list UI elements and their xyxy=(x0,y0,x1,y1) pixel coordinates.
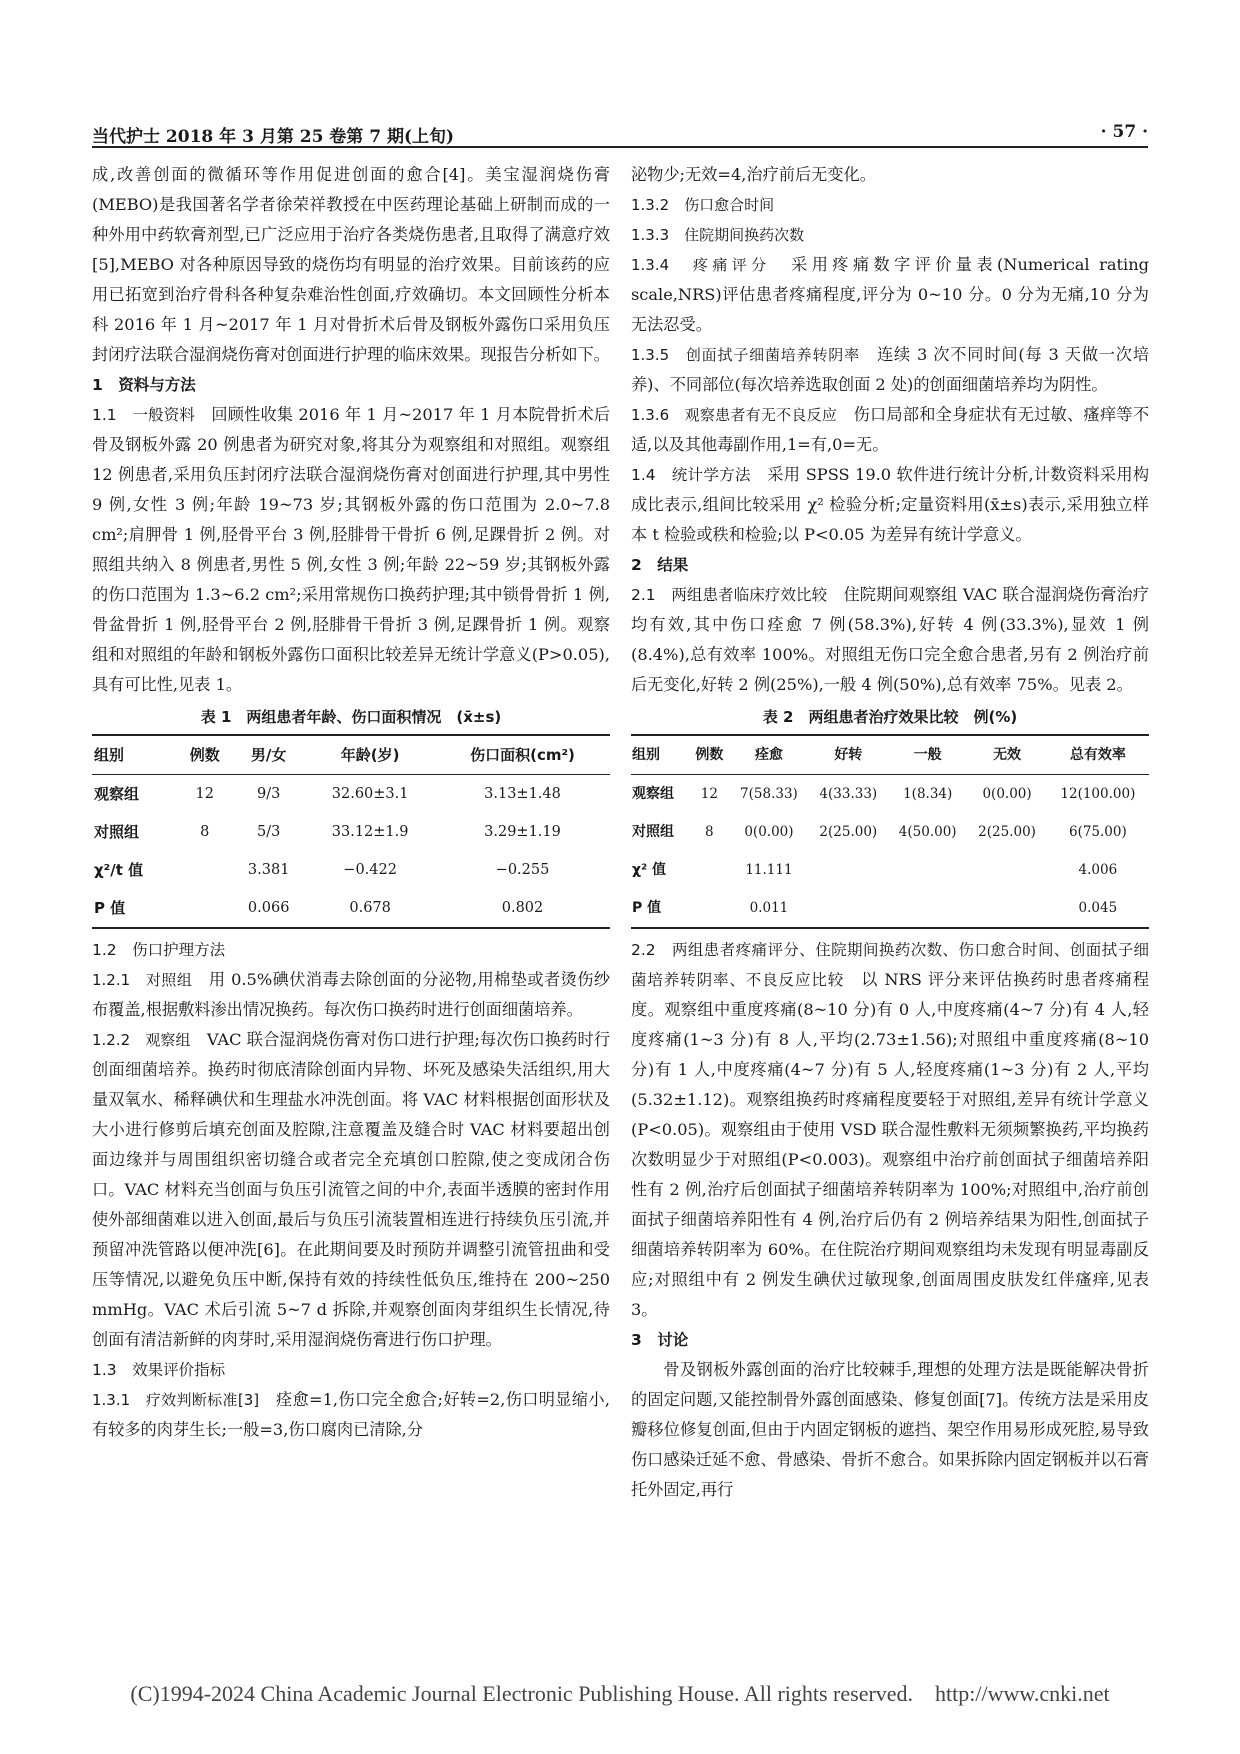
table-cell: χ²/t 值 xyxy=(94,861,144,879)
paragraph-1-2-1 xyxy=(92,965,610,1025)
paragraph-1-4 xyxy=(631,460,1149,550)
table-cell: 2(25.00) xyxy=(978,824,1036,840)
table-cell: 4.006 xyxy=(1078,862,1118,878)
table-cell: 33.12±1.9 xyxy=(331,824,409,840)
table-cell: 对照组 xyxy=(632,824,674,840)
table-cell: 12 xyxy=(700,786,718,802)
table2-caption: 表 2 两组患者治疗效果比较 例(%) xyxy=(762,708,1018,726)
table-row xyxy=(92,813,610,851)
table-cell: 32.60±3.1 xyxy=(331,786,409,802)
text-1-2-2: VAC 联合湿润烧伤膏对伤口进行护理;每次伤口换药时行创面细菌培养。换药时彻底清除创面内异物、坏死及感染失活组织,用大量双氧水、稀释碘伏和生理盐水冲洗创面。将 VAC 材料根据创面形状及大小进行修剪后填充创面及腔隙,注意覆盖及缝合时 VAC 材料要超出创面边缘并与周围组织密切缝合或者完全充填创口腔隙,使之变成闭合伤口。VAC 材料充当创面与负压引流管之间的中介,表面半透膜的密封作用使外部细菌难以进入创面,最后与负压引流装置相连进行持续负压引流,并预留冲洗管路以便冲洗[6]。在此期间要及时预防并调整引流管扭曲和受压等情况,以避免负压中断,保持有效的持续性低负压,维持在 200~250 mmHg。VAC 术后引流 5~7 d 拆除,并观察创面肉芽组织生长情况,待创面有清洁新鲜的肉芽时,采用湿润烧伤膏进行伤口护理。 xyxy=(92,1030,611,1349)
heading-1-2: 1.2 伤口护理方法 xyxy=(92,941,226,959)
continuation-paragraph: 泌物少;无效=4,治疗前后无变化。 xyxy=(631,165,876,184)
heading-1-1: 1.1 一般资料 xyxy=(92,406,196,424)
table-header-cell: 总有效率 xyxy=(1069,747,1126,763)
table-row xyxy=(631,813,1149,851)
text-1-3-6: 伤口局部和全身症状有无过敏、瘙痒等不适,以及其他毒副作用,1=有,0=无。 xyxy=(631,405,1150,454)
table-cell: 0(0.00) xyxy=(744,824,794,840)
table-cell: 0.066 xyxy=(247,900,290,916)
table-cell xyxy=(888,851,967,889)
paragraph-2-1 xyxy=(631,580,1149,700)
table-row xyxy=(92,851,610,889)
text-1-4: 采用 SPSS 19.0 软件进行统计分析,计数资料采用构成比表示,组间比较采用 χ² 检验分析;定量资料用(x̄±s)表示,采用独立样本 t 检验或秩和检验;以 P<0.05 为差异有统计学意义。 xyxy=(631,465,1150,544)
heading-1-3: 1.3 效果评价指标 xyxy=(92,1361,226,1379)
table-header-cell: 无效 xyxy=(993,747,1022,763)
table-row xyxy=(92,889,610,928)
section-heading-3: 3 讨论 xyxy=(631,1331,689,1349)
table-cell: −0.422 xyxy=(343,862,397,878)
table1-caption: 表 1 两组患者年龄、伤口面积情况 (x̄±s) xyxy=(200,708,502,726)
table-cell: 2(25.00) xyxy=(819,824,878,840)
table-header-cell: 伤口面积(cm²) xyxy=(470,746,575,764)
table-cell: 0.045 xyxy=(1078,900,1118,916)
table-header-cell: 痊愈 xyxy=(754,747,783,763)
table-cell xyxy=(689,889,729,928)
page-header xyxy=(92,118,1148,148)
section-heading-1: 1 资料与方法 xyxy=(92,376,196,394)
table-cell: 对照组 xyxy=(94,823,140,841)
table-header-cell: 男/女 xyxy=(250,746,287,764)
paragraph-3: 骨及钢板外露创面的治疗比较棘手,理想的处理方法是既能解决骨折的固定问题,又能控制骨外露创面感染、修复创面[7]。传统方法是采用皮瓣移位修复创面,但由于内固定钢板的遮挡、架空作用易形成死腔,易导致伤口感染迁延不愈、骨感染、骨折不愈合。如果拆除内固定钢板并以石膏托外固定,再行 xyxy=(631,1360,1149,1499)
table-cell: 8 xyxy=(200,824,210,840)
table-cell: 3.381 xyxy=(247,862,290,878)
table-cell: 3.13±1.48 xyxy=(484,786,561,802)
table-header-cell: 好转 xyxy=(834,747,863,763)
table-cell: 12(100.00) xyxy=(1060,786,1136,802)
table-cell: 11.111 xyxy=(745,862,793,878)
table-row xyxy=(92,775,610,814)
text-1-3-1: 痊愈=1,伤口完全愈合;好转=2,伤口明显缩小,有较多的肉芽生长;一般=3,伤口腐肉已清除,分 xyxy=(92,1390,610,1439)
table-cell: 4(33.33) xyxy=(819,786,878,802)
table-header-cell: 组别 xyxy=(632,747,660,763)
heading-1-3-1: 1.3.1 疗效判断标准[3] xyxy=(92,1391,260,1409)
text-1-1: 回顾性收集 2016 年 1 月~2017 年 1 月本院骨折术后骨及钢板外露 20 例患者为研究对象,将其分为观察组和对照组。观察组 12 例患者,采用负压封闭疗法联合湿润烧伤膏对创面进行护理,其中男性 9 例,女性 3 例;年龄 19~73 岁;其钢板外露的伤口范围为 2.0~7.8 cm²;肩胛骨 1 例,胫骨平台 3 例,胫腓骨干骨折 6 例,足踝骨折 2 例。对照组共纳入 8 例患者,男性 5 例,女性 3 例;年龄 22~59 岁;其钢板外露的伤口范围为 1.3~6.2 cm²;采用常规伤口换药护理;其中锁骨骨折 1 例,骨盆骨折 1 例,胫骨平台 2 例,胫腓骨干骨折 3 例,足踝骨折 1 例。观察组和对照组的年龄和钢板外露伤口面积比较差异无统计学意义(P>0.05),具有可比性,见表 1。 xyxy=(92,405,611,694)
table-header-cell: 例数 xyxy=(695,747,724,763)
paragraph-1-3-5 xyxy=(631,340,1149,400)
header-rule xyxy=(92,146,1148,148)
table-cell xyxy=(888,889,967,928)
heading-1-3-3: 1.3.3 住院期间换药次数 xyxy=(631,226,805,244)
table-cell: P 值 xyxy=(632,900,662,916)
page-number: · 57 · xyxy=(1100,122,1148,142)
section-heading-2: 2 结果 xyxy=(631,556,689,574)
table-cell xyxy=(809,889,888,928)
table-cell: 观察组 xyxy=(94,785,140,803)
table-cell: χ² 值 xyxy=(632,862,667,878)
table-cell: 0.678 xyxy=(349,900,391,916)
table-header-cell: 一般 xyxy=(913,747,942,763)
table-header-row xyxy=(92,735,610,775)
text-1-3-5: 连续 3 次不同时间(每 3 天做一次培养)、不同部位(每次培养选取创面 2 处)的创面细菌培养均为阴性。 xyxy=(631,345,1150,394)
heading-2-2: 2.2 两组患者疼痛评分、住院期间换药次数、伤口愈合时间、创面拭子细菌培养转阴率、不良反应比较 xyxy=(631,941,1149,989)
text-1-2-1: 用 0.5%碘伏消毒去除创面的分泌物,用棉垫或者烫伤纱布覆盖,根据敷料渗出情况换药。每次伤口换药时进行创面细菌培养。 xyxy=(92,970,611,1019)
intro-paragraph: 成,改善创面的微循环等作用促进创面的愈合[4]。美宝湿润烧伤膏(MEBO)是我国著名学者徐荣祥教授在中医药理论基础上研制而成的一种外用中药软膏剂型,已广泛应用于治疗各类烧伤患者,且取得了满意疗效[5],MEBO 对各种原因导致的烧伤均有明显的治疗效果。目前该药的应用已拓宽到治疗骨科各种复杂难治性创面,疗效确切。本文回顾性分析本科 2016 年 1 月~2017 年 1 月对骨折术后骨及钢板外露伤口采用负压封闭疗法联合湿润烧伤膏对创面进行护理的临床效果。现报告分析如下。 xyxy=(92,165,610,364)
table-cell: 观察组 xyxy=(632,786,674,802)
table2 xyxy=(631,734,1149,929)
table-cell xyxy=(177,851,232,889)
table-cell xyxy=(809,851,888,889)
table-cell: 5/3 xyxy=(256,824,281,840)
heading-1-3-5: 1.3.5 创面拭子细菌培养转阴率 xyxy=(631,346,860,364)
table-cell: 9/3 xyxy=(256,786,281,802)
paragraph-2-2 xyxy=(631,935,1149,1325)
table-cell: 12 xyxy=(195,786,214,802)
table-header-row xyxy=(631,735,1149,775)
table-row xyxy=(631,889,1149,928)
heading-1-2-2: 1.2.2 观察组 xyxy=(92,1031,191,1049)
table-cell: 4(50.00) xyxy=(898,824,957,840)
heading-1-3-6: 1.3.6 观察患者有无不良反应 xyxy=(631,406,838,424)
journal-title: 当代护士 2018 年 3 月第 25 卷第 7 期(上旬) xyxy=(92,127,455,147)
table-cell xyxy=(689,851,729,889)
table-header-cell: 组别 xyxy=(94,746,125,764)
table-row xyxy=(631,775,1149,814)
table-cell xyxy=(177,889,232,928)
table-cell: −0.255 xyxy=(495,862,550,878)
heading-1-3-4: 1.3.4 疼痛评分 xyxy=(631,256,771,274)
left-column xyxy=(92,160,610,1445)
table-cell: 1(8.34) xyxy=(903,786,953,802)
heading-1-2-1: 1.2.1 对照组 xyxy=(92,971,193,989)
table1 xyxy=(92,734,610,929)
table-cell: 8 xyxy=(705,824,714,840)
text-2-1: 住院期间观察组 VAC 联合湿润烧伤膏治疗均有效,其中伤口痊愈 7 例(58.3%),好转 4 例(33.3%),显效 1 例(8.4%),总有效率 100%。对照组无伤口完全愈合患者,另有 2 例治疗前后无变化,好转 2 例(25%),一般 4 例(50%),总有效率 75%。见表 2。 xyxy=(631,585,1149,694)
paragraph-1-3-6 xyxy=(631,400,1149,460)
table-cell xyxy=(967,851,1046,889)
right-column xyxy=(631,160,1149,1505)
heading-2-1: 2.1 两组患者临床疗效比较 xyxy=(631,586,828,604)
paragraph-1-3-4 xyxy=(631,250,1149,340)
paragraph-1-1 xyxy=(92,400,610,700)
table-cell: 6(75.00) xyxy=(1068,824,1127,840)
table-cell: P 值 xyxy=(94,899,126,917)
table-cell: 0.011 xyxy=(749,900,789,916)
paragraph-1-3-1 xyxy=(92,1385,610,1445)
copyright-footer: (C)1994-2024 China Academic Journal Electronic Publishing House. All rights reserved. http://www.cnki.net xyxy=(130,1681,1110,1706)
table-header-cell: 例数 xyxy=(189,746,220,764)
heading-1-3-2: 1.3.2 伤口愈合时间 xyxy=(631,196,775,214)
heading-1-4: 1.4 统计学方法 xyxy=(631,466,751,484)
table-header-cell: 年龄(岁) xyxy=(340,746,400,764)
table-cell: 0(0.00) xyxy=(982,786,1032,802)
table-row xyxy=(631,851,1149,889)
paragraph-1-2-2 xyxy=(92,1025,610,1355)
text-1-3-4: 采用疼痛数字评价量表(Numerical rating scale,NRS)评估患者疼痛程度,评分为 0~10 分。0 分为无痛,10 分为无法忍受。 xyxy=(631,255,1150,334)
table-cell: 7(58.33) xyxy=(740,786,798,802)
table-cell: 3.29±1.19 xyxy=(484,824,561,840)
table-cell: 0.802 xyxy=(501,900,544,916)
table-cell xyxy=(967,889,1046,928)
text-2-2: 以 NRS 评分来评估换药时患者疼痛程度。观察组中重度疼痛(8~10 分)有 0 人,中度疼痛(4~7 分)有 4 人,轻度疼痛(1~3 分)有 8 人,平均(2.73±1.56);对照组中重度疼痛(8~10 分)有 1 人,中度疼痛(4~7 分)有 5 人,轻度疼痛(1~3 分)有 2 人,平均(5.32±1.12)。观察组换药时疼痛程度要轻于对照组,差异有统计学意义(P<0.05)。观察组由于使用 VSD 联合湿性敷料无须频繁换药,平均换药次数明显少于对照组(P<0.003)。观察组中治疗前创面拭子细菌培养阳性有 2 例,治疗后创面拭子细菌培养转阴率为 100%;对照组中,治疗前创面拭子细菌培养阳性有 4 例,治疗后仍有 2 例培养结果为阳性,创面拭子细菌培养转阴率为 60%。在住院治疗期间观察组均未发现有明显毒副反应;对照组中有 2 例发生碘伏过敏现象,创面周围皮肤发红伴瘙痒,见表 3。 xyxy=(631,970,1150,1319)
